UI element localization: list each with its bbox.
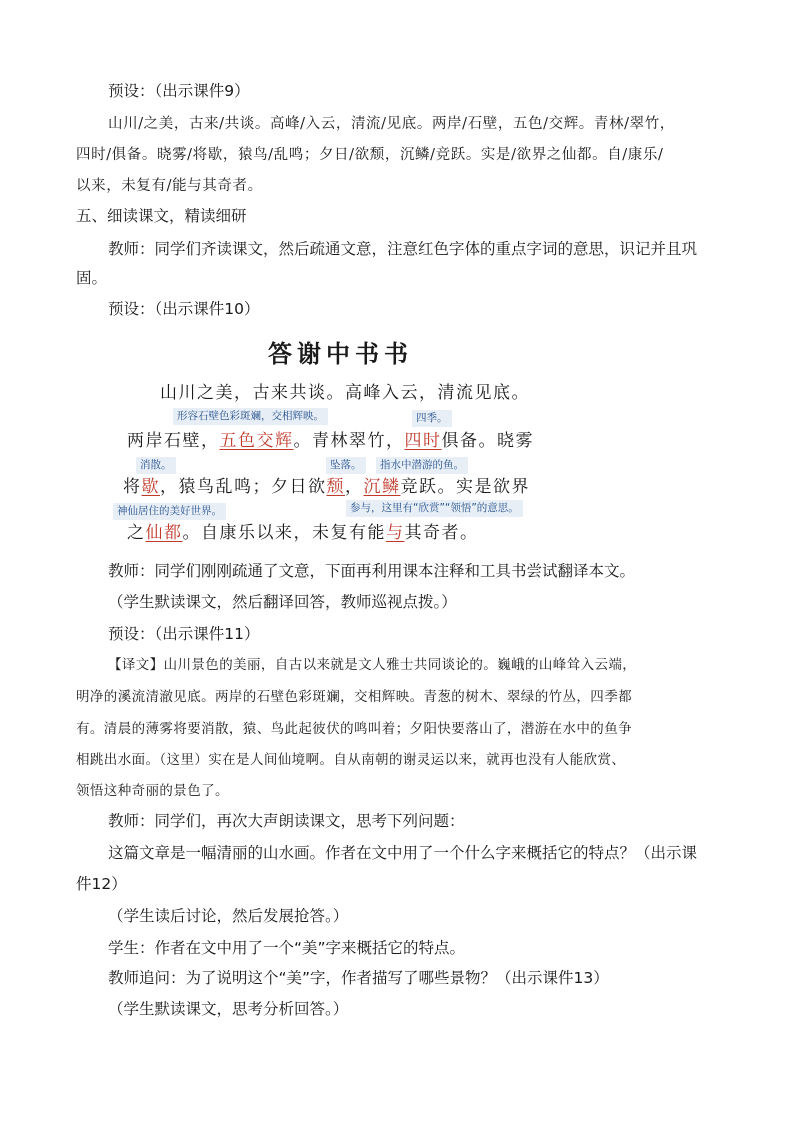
- student-activity: （学生读后讨论，然后发展抢答。）: [108, 907, 349, 925]
- annotation-note: 四季。: [412, 410, 452, 427]
- keyword-highlight: 沉鳞: [363, 477, 401, 497]
- student-activity: （学生默读课文，思考分析回答。）: [108, 1000, 349, 1018]
- annotation-note: 消散。: [136, 457, 176, 474]
- preset-line: 预设：（出示课件11）: [108, 625, 260, 643]
- slide-title: 答谢中书书: [268, 340, 413, 368]
- keyword-highlight: 仙都: [145, 523, 183, 543]
- passage-text: 两岸石壁，: [127, 431, 220, 451]
- passage-text: 竞跃。实是欲界: [400, 477, 530, 497]
- question-line: 这篇文章是一幅清丽的山水画。作者在文中用了一个什么字来概括它的特点？（出示课: [108, 844, 698, 862]
- teacher-line: 教师：同学们齐读课文，然后疏通文意，注意红色字体的重点字词的意思，识记并且巩: [108, 240, 698, 258]
- translation-line: 明净的溪流清澈见底。两岸的石壁色彩斑斓，交相辉映。青葱的树木、翠绿的竹丛，四季都: [76, 689, 632, 705]
- teacher-line: 教师追问：为了说明这个“美”字，作者描写了哪些景物？（出示课件13）: [108, 969, 609, 987]
- passage-text: 将: [123, 477, 142, 497]
- keyword-highlight: 五色交辉: [219, 431, 294, 451]
- annotation-note: 神仙居住的美好世界。: [113, 503, 226, 520]
- annotation-note: 指水中潜游的鱼。: [376, 457, 468, 474]
- passage-text: 。青林翠竹，: [293, 431, 405, 451]
- teacher-line: 教师：同学们刚刚疏通了文意，下面再利用课本注释和工具书尝试翻译本文。: [108, 562, 636, 580]
- passage-text: 俱备。晓雾: [441, 431, 534, 451]
- annotation-note: 形容石壁色彩斑斓，交相辉映。: [173, 408, 328, 425]
- translation-line: 相跳出水面。（这里）实在是人间仙境啊。自从南朝的谢灵运以来，就再也没有人能欣赏、: [76, 752, 626, 768]
- student-activity: （学生默读课文，然后翻译回答，教师巡视点拨。）: [108, 593, 457, 611]
- keyword-highlight: 四时: [404, 431, 442, 451]
- passage-text: 之: [127, 523, 146, 543]
- annotation-note: 参与，这里有“欣赏”“领悟”的意思。: [346, 500, 523, 517]
- question-line: 件12）: [76, 875, 127, 893]
- keyword-highlight: 与: [386, 523, 405, 543]
- passage-text: ，猿鸟乱鸣；夕日欲: [160, 477, 327, 497]
- passage-line: [127, 520, 479, 546]
- preset-line: 预设：（出示课件9）: [108, 82, 250, 100]
- translation-line: 领悟这种奇丽的景色了。: [76, 783, 229, 799]
- translation-line: 【译文】山川景色的美丽，自古以来就是文人雅士共同谈论的。巍峨的山峰耸入云端，: [108, 657, 637, 673]
- passage-text: ，: [345, 477, 364, 497]
- segmented-text-line: 四时/俱备。晓雾/将歇，猿鸟/乱鸣；夕日/欲颓，沉鳞/竞跃。实是/欲界之仙都。自/康乐/: [76, 147, 664, 163]
- passage-text: 其奇者。: [404, 523, 479, 543]
- preset-line: 预设：（出示课件10）: [108, 300, 260, 318]
- segmented-text-line: 以来，未复有/能与其奇者。: [76, 178, 263, 194]
- student-line: 学生：作者在文中用了一个“美”字来概括它的特点。: [108, 939, 466, 957]
- keyword-highlight: 颓: [326, 477, 345, 497]
- annotation-note: 坠落。: [326, 457, 366, 474]
- passage-line: [160, 380, 530, 406]
- passage-line: [123, 474, 530, 500]
- keyword-highlight: 歇: [141, 477, 160, 497]
- teacher-line: 教师：同学们，再次大声朗读课文，思考下列问题：: [108, 812, 465, 830]
- passage-line: [127, 428, 534, 454]
- segmented-text-line: 山川/之美，古来/共谈。高峰/入云，清流/见底。两岸/石壁，五色/交辉。青林/翠竹，: [108, 116, 675, 132]
- section-heading: 五、细读课文，精读细研: [76, 207, 247, 225]
- translation-line: 有。清晨的薄雾将要消散，猿、鸟此起彼伏的鸣叫着；夕阳快要落山了，潜游在水中的鱼争: [76, 721, 632, 737]
- passage-text: 。自康乐以来，未复有能: [182, 523, 386, 543]
- passage-text: 山川之美，古来共谈。高峰入云，清流见底。: [160, 383, 530, 403]
- teacher-line: 固。: [76, 269, 108, 287]
